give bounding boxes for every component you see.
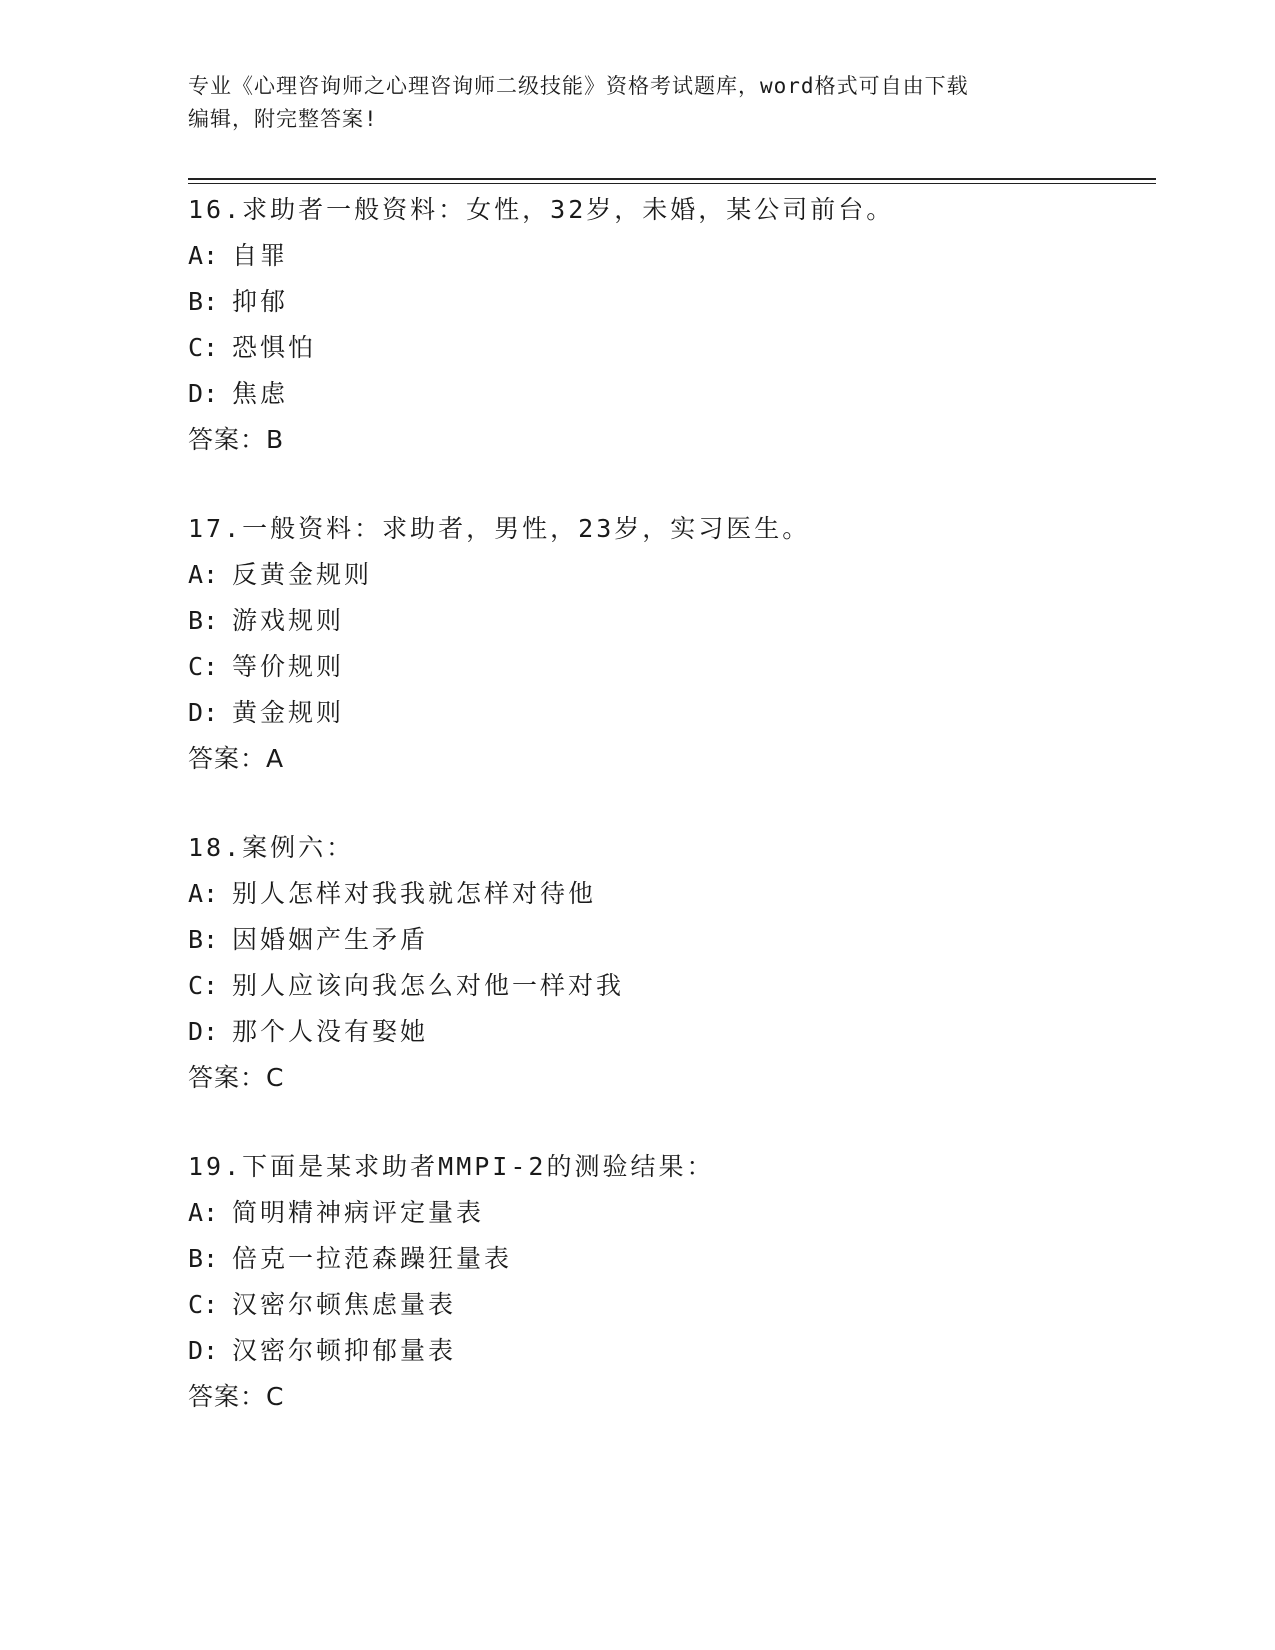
option-letter: A: [188, 560, 219, 589]
question-stem: 17.一般资料：求助者，男性，23岁，实习医生。 [188, 514, 811, 543]
option-letter: B: [188, 925, 219, 954]
option-letter: C: [188, 971, 219, 1000]
question-stem: 18.案例六： [188, 833, 355, 862]
option-text: 汉密尔顿焦虑量表 [232, 1290, 457, 1319]
question-stem: 19.下面是某求助者MMPI-2的测验结果： [188, 1152, 715, 1181]
question-19 [188, 1144, 1148, 1420]
option-text: 别人怎样对我我就怎样对待他 [232, 879, 597, 908]
question-16 [188, 187, 1148, 463]
option-letter: D: [188, 379, 219, 408]
option-letter: B: [188, 606, 219, 635]
option-letter: C: [188, 652, 219, 681]
option-text: 倍克一拉范森躁狂量表 [232, 1244, 513, 1273]
option-letter: D: [188, 1336, 219, 1365]
option-b [188, 1236, 1148, 1282]
option-text: 反黄金规则 [232, 560, 373, 589]
option-letter: D: [188, 1017, 219, 1046]
question-stem: 16.求助者一般资料：女性，32岁，未婚，某公司前台。 [188, 195, 895, 224]
option-text: 黄金规则 [232, 698, 345, 727]
option-text: 别人应该向我怎么对他一样对我 [232, 971, 625, 1000]
option-letter: A: [188, 241, 219, 270]
option-d [188, 690, 1148, 736]
option-d [188, 371, 1148, 417]
header-divider-thick [188, 178, 1156, 180]
answer: 答案：C [188, 1063, 285, 1092]
header-line-2: 编辑，附完整答案! [188, 107, 378, 131]
option-text: 抑郁 [232, 287, 289, 316]
option-text: 那个人没有娶她 [232, 1017, 429, 1046]
option-a [188, 233, 1148, 279]
option-b [188, 917, 1148, 963]
option-text: 汉密尔顿抑郁量表 [232, 1336, 457, 1365]
option-letter: B: [188, 1244, 219, 1273]
option-text: 等价规则 [232, 652, 345, 681]
option-text: 因婚姻产生矛盾 [232, 925, 429, 954]
option-a [188, 552, 1148, 598]
question-17 [188, 506, 1148, 782]
option-c [188, 644, 1148, 690]
option-letter: A: [188, 1198, 219, 1227]
option-text: 焦虑 [232, 379, 289, 408]
option-a [188, 1190, 1148, 1236]
option-d [188, 1009, 1148, 1055]
option-a [188, 871, 1148, 917]
option-d [188, 1328, 1148, 1374]
option-letter: C: [188, 333, 219, 362]
option-text: 简明精神病评定量表 [232, 1198, 485, 1227]
option-b [188, 598, 1148, 644]
header-line-1: 专业《心理咨询师之心理咨询师二级技能》资格考试题库，word格式可自由下载 [188, 74, 969, 98]
option-c [188, 963, 1148, 1009]
option-c [188, 1282, 1148, 1328]
option-letter: A: [188, 879, 219, 908]
document-header [188, 70, 1088, 136]
answer: 答案：C [188, 1382, 285, 1411]
option-text: 自罪 [232, 241, 289, 270]
option-letter: B: [188, 287, 219, 316]
answer: 答案：B [188, 425, 285, 454]
option-b [188, 279, 1148, 325]
option-letter: D: [188, 698, 219, 727]
question-18 [188, 825, 1148, 1101]
option-letter: C: [188, 1290, 219, 1319]
option-text: 游戏规则 [232, 606, 345, 635]
header-divider-thin [188, 183, 1156, 184]
answer: 答案：A [188, 744, 285, 773]
option-c [188, 325, 1148, 371]
option-text: 恐惧怕 [232, 333, 317, 362]
